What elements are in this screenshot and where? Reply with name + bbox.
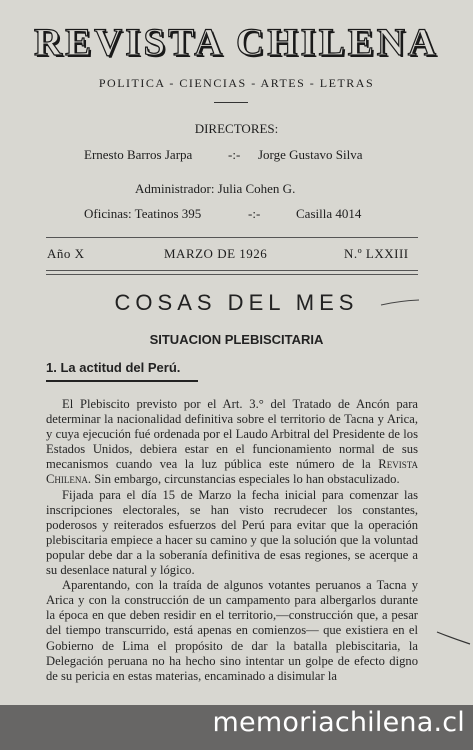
- issue-year: Año X: [47, 246, 85, 261]
- journal-name: Revista Chilena: [46, 457, 418, 487]
- issue-rule-bottom: [46, 270, 418, 271]
- watermark-banner: [0, 705, 473, 750]
- administrator-line: Administrador: Julia Cohen G.: [135, 181, 296, 196]
- issue-number: N.º LXXIII: [344, 246, 409, 261]
- offices-separator: -:-: [248, 206, 261, 221]
- issue-rule-bottom-2: [46, 274, 418, 275]
- subtitle-rule: [214, 102, 248, 103]
- section-subtitle: SITUACION PLEBISCITARIA: [149, 332, 324, 347]
- masthead-subtitle: POLITICA - CIENCIAS - ARTES - LETRAS: [98, 76, 375, 90]
- director-separator: -:-: [228, 147, 241, 162]
- issue-rule-top: [46, 237, 418, 238]
- offices-address: Oficinas: Teatinos 395: [84, 206, 202, 221]
- masthead: REVISTA CHILENA: [33, 21, 440, 64]
- margin-pen-mark: [436, 630, 472, 646]
- director-name-1: Ernesto Barros Jarpa: [84, 147, 193, 162]
- article-body: [46, 397, 418, 684]
- po-box: Casilla 4014: [296, 206, 362, 221]
- paragraph-3: Aparentando, con la traída de algunos votantes peruanos a Tacna y Arica y con la construcción de un campamento para albergarlos durante la época en que deben residir en el territorio,—construcción que, a pesar del tiempo transcurrido, está apenas en comienzos— que existiera en el Gobierno de Lima el propósito de dar la batalla plebiscitaria, la Delegación peruana no ha hecho sino intentar un golpe de efecto digno de su pericia en estas materias, encaminado a disimular la: [46, 578, 418, 683]
- pen-stroke-mark: [380, 299, 420, 307]
- article-heading: 1. La actitud del Perú.: [46, 360, 181, 375]
- heading-underline: [46, 380, 198, 382]
- section-title: COSAS DEL MES: [114, 290, 359, 315]
- paragraph-2: Fijada para el día 15 de Marzo la fecha inicial para comenzar las inscripciones electorales, se han visto recrudecer los constantes, poderosos y reiterados esfuerzos del Perú para evitar que la operación plebiscitaria empiece a hacer su camino y que la solución que la voluntad popular debe dar a la soberanía definitiva de esas regiones, se acerque a su desenlace natural y lógico.: [46, 487, 418, 578]
- watermark-text: memoriachilena.cl: [212, 707, 465, 738]
- director-name-2: Jorge Gustavo Silva: [258, 147, 363, 162]
- directors-label: DIRECTORES:: [194, 121, 279, 136]
- paragraph-1: El Plebiscito previsto por el Art. 3.° del Tratado de Ancón para determinar la nacionalidad definitiva sobre el territorio de Tacna y Arica, y cuya ejecución fué ordenada por el Laudo Arbitral del Presidente de los Estados Unidos, debiera estar en el funcionamiento normal de sus mecanismos cuando vea la luz pública este número de la Revista Chilena. Sin embargo, circunstancias especiales lo han obstaculizado.: [46, 397, 418, 487]
- issue-date: MARZO DE 1926: [164, 246, 268, 261]
